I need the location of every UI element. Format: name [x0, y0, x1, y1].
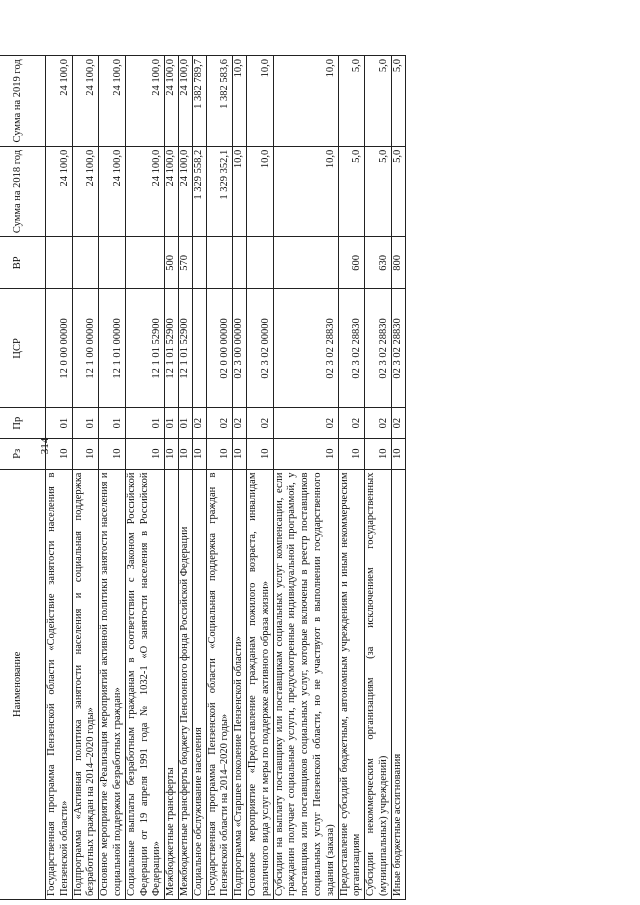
cell-pr: 01	[165, 408, 179, 439]
cell-rz: 10	[165, 438, 179, 469]
header-name: Наименование	[0, 469, 46, 899]
cell-name: Основное мероприятие «Предоставление гражданам пожилого возраста, инвалидам различного вида услуг и меры по поддержке активного образа жизни»	[246, 469, 273, 899]
cell-sum-2018: 1 329 558,2	[192, 146, 206, 237]
cell-name: Основное мероприятие «Реализация мероприятий активной политики занятости населения и социальной поддержки безработных граждан»	[99, 469, 126, 899]
cell-sum-2018: 24 100,0	[178, 146, 192, 237]
header-csr: ЦСР	[0, 289, 46, 408]
cell-rz: 10	[125, 438, 164, 469]
cell-sum-2019: 5,0	[338, 56, 365, 147]
cell-pr: 02	[233, 408, 247, 439]
cell-sum-2018: 5,0	[365, 146, 392, 237]
cell-sum-2019: 10,0	[273, 56, 338, 147]
cell-sum-2019: 5,0	[365, 56, 392, 147]
cell-sum-2019: 10,0	[233, 56, 247, 147]
cell-sum-2018: 24 100,0	[99, 146, 126, 237]
cell-name: Государственная программа Пензенской области «Содействие занятости населения в Пензенской области»	[46, 469, 73, 899]
table-row	[273, 56, 338, 900]
cell-pr: 01	[125, 408, 164, 439]
cell-name: Субсидии на выплату поставщику или поставщикам социальных услуг компенсации, если гражданин получает социальные услуги, предусмотренные индивидуальной программой, у поставщика или поставщиков социальных услуг, которые включены в реестр поставщиков социальных услуг Пензенской области, но не участвуют в выполнении государственного задания (заказа)	[273, 469, 338, 899]
cell-sum-2019: 24 100,0	[46, 56, 73, 147]
cell-vr	[72, 237, 99, 289]
cell-csr: 12 0 00 00000	[46, 289, 73, 408]
cell-sum-2018: 1 329 352,1	[206, 146, 233, 237]
cell-csr: 02 3 02 28830	[338, 289, 365, 408]
cell-sum-2019: 24 100,0	[178, 56, 192, 147]
table-header-row	[0, 56, 46, 900]
cell-rz: 10	[273, 438, 338, 469]
cell-csr: 12 1 01 00000	[99, 289, 126, 408]
cell-pr: 02	[338, 408, 365, 439]
cell-rz: 10	[233, 438, 247, 469]
cell-name: Подпрограмма «Старшее поколение Пензенской области»	[233, 469, 247, 899]
cell-csr: 02 3 02 28830	[273, 289, 338, 408]
cell-rz: 10	[46, 438, 73, 469]
cell-name: Социальное обслуживание населения	[192, 469, 206, 899]
cell-sum-2019: 1 382 789,7	[192, 56, 206, 147]
table-row	[72, 56, 99, 900]
cell-pr: 02	[192, 408, 206, 439]
cell-sum-2018: 5,0	[391, 146, 405, 237]
cell-sum-2019: 24 100,0	[72, 56, 99, 147]
cell-csr: 02 0 00 00000	[206, 289, 233, 408]
cell-rz: 10	[365, 438, 392, 469]
cell-sum-2019: 1 382 583,6	[206, 56, 233, 147]
cell-sum-2019: 24 100,0	[125, 56, 164, 147]
cell-csr: 02 3 00 00000	[233, 289, 247, 408]
cell-pr: 02	[365, 408, 392, 439]
cell-csr: 02 3 02 28830	[391, 289, 405, 408]
budget-table	[0, 55, 406, 900]
table-row	[46, 56, 73, 900]
cell-name: Предоставление субсидий бюджетным, автономным учреждениям и иным некоммерческим организациям	[338, 469, 365, 899]
cell-csr: 12 1 01 52900	[178, 289, 192, 408]
cell-rz: 10	[391, 438, 405, 469]
cell-rz: 10	[72, 438, 99, 469]
table-row	[365, 56, 392, 900]
table-row	[233, 56, 247, 900]
cell-csr	[192, 289, 206, 408]
table-row	[125, 56, 164, 900]
cell-rz: 10	[192, 438, 206, 469]
cell-sum-2018: 10,0	[233, 146, 247, 237]
cell-vr: 630	[365, 237, 392, 289]
cell-vr	[233, 237, 247, 289]
cell-pr: 01	[178, 408, 192, 439]
cell-csr: 12 1 00 00000	[72, 289, 99, 408]
table-body	[46, 56, 406, 900]
cell-vr: 800	[391, 237, 405, 289]
rotated-budget-table-container	[0, 55, 500, 900]
header-rz: Рз	[0, 438, 46, 469]
cell-csr: 12 1 01 52900	[125, 289, 164, 408]
page-number: 314	[39, 437, 51, 455]
table-row	[206, 56, 233, 900]
table-row	[192, 56, 206, 900]
cell-rz: 10	[178, 438, 192, 469]
header-pr: Пр	[0, 408, 46, 439]
cell-name: Подпрограмма «Активная политика занятости населения и социальная поддержка безработных граждан на 2014–2020 годы»	[72, 469, 99, 899]
cell-pr: 02	[246, 408, 273, 439]
header-sum-2019: Сумма на 2019 год	[0, 56, 46, 147]
cell-vr	[246, 237, 273, 289]
cell-name: Межбюджетные трансферты	[165, 469, 179, 899]
cell-sum-2019: 10,0	[246, 56, 273, 147]
cell-csr: 02 3 02 00000	[246, 289, 273, 408]
cell-vr	[46, 237, 73, 289]
cell-pr: 01	[72, 408, 99, 439]
cell-pr: 01	[99, 408, 126, 439]
cell-sum-2018: 24 100,0	[165, 146, 179, 237]
cell-vr: 570	[178, 237, 192, 289]
cell-name: Субсидии некоммерческим организациям (за исключением государственных (муниципальных) учреждений)	[365, 469, 392, 899]
cell-sum-2018: 24 100,0	[125, 146, 164, 237]
cell-csr: 12 1 01 52900	[165, 289, 179, 408]
cell-sum-2019: 24 100,0	[99, 56, 126, 147]
cell-sum-2019: 5,0	[391, 56, 405, 147]
cell-name: Социальные выплаты безработным гражданам в соответствии с Законом Российской Федерации от 19 апреля 1991 года № 1032-1 «О занятости населения в Российской Федерации»	[125, 469, 164, 899]
cell-vr: 600	[338, 237, 365, 289]
table-row	[391, 56, 405, 900]
cell-rz: 10	[206, 438, 233, 469]
cell-vr	[99, 237, 126, 289]
cell-sum-2018: 10,0	[273, 146, 338, 237]
header-sum-2018: Сумма на 2018 год	[0, 146, 46, 237]
cell-pr: 02	[206, 408, 233, 439]
cell-sum-2019: 24 100,0	[165, 56, 179, 147]
cell-pr: 02	[391, 408, 405, 439]
table-row	[246, 56, 273, 900]
cell-vr	[273, 237, 338, 289]
cell-sum-2018: 10,0	[246, 146, 273, 237]
cell-sum-2018: 5,0	[338, 146, 365, 237]
cell-vr	[125, 237, 164, 289]
cell-vr	[192, 237, 206, 289]
cell-pr: 02	[273, 408, 338, 439]
table-row	[338, 56, 365, 900]
cell-sum-2018: 24 100,0	[46, 146, 73, 237]
cell-vr	[206, 237, 233, 289]
cell-rz: 10	[246, 438, 273, 469]
cell-name: Иные бюджетные ассигнования	[391, 469, 405, 899]
table-row	[165, 56, 179, 900]
header-vr: ВР	[0, 237, 46, 289]
cell-name: Государственная программа Пензенской области «Социальная поддержка граждан в Пензенской области на 2014–2020 годы»	[206, 469, 233, 899]
cell-pr: 01	[46, 408, 73, 439]
cell-rz: 10	[338, 438, 365, 469]
cell-rz: 10	[99, 438, 126, 469]
cell-csr: 02 3 02 28830	[365, 289, 392, 408]
cell-name: Межбюджетные трансферты бюджету Пенсионного фонда Российской Федерации	[178, 469, 192, 899]
table-row	[178, 56, 192, 900]
cell-vr: 500	[165, 237, 179, 289]
cell-sum-2018: 24 100,0	[72, 146, 99, 237]
table-row	[99, 56, 126, 900]
